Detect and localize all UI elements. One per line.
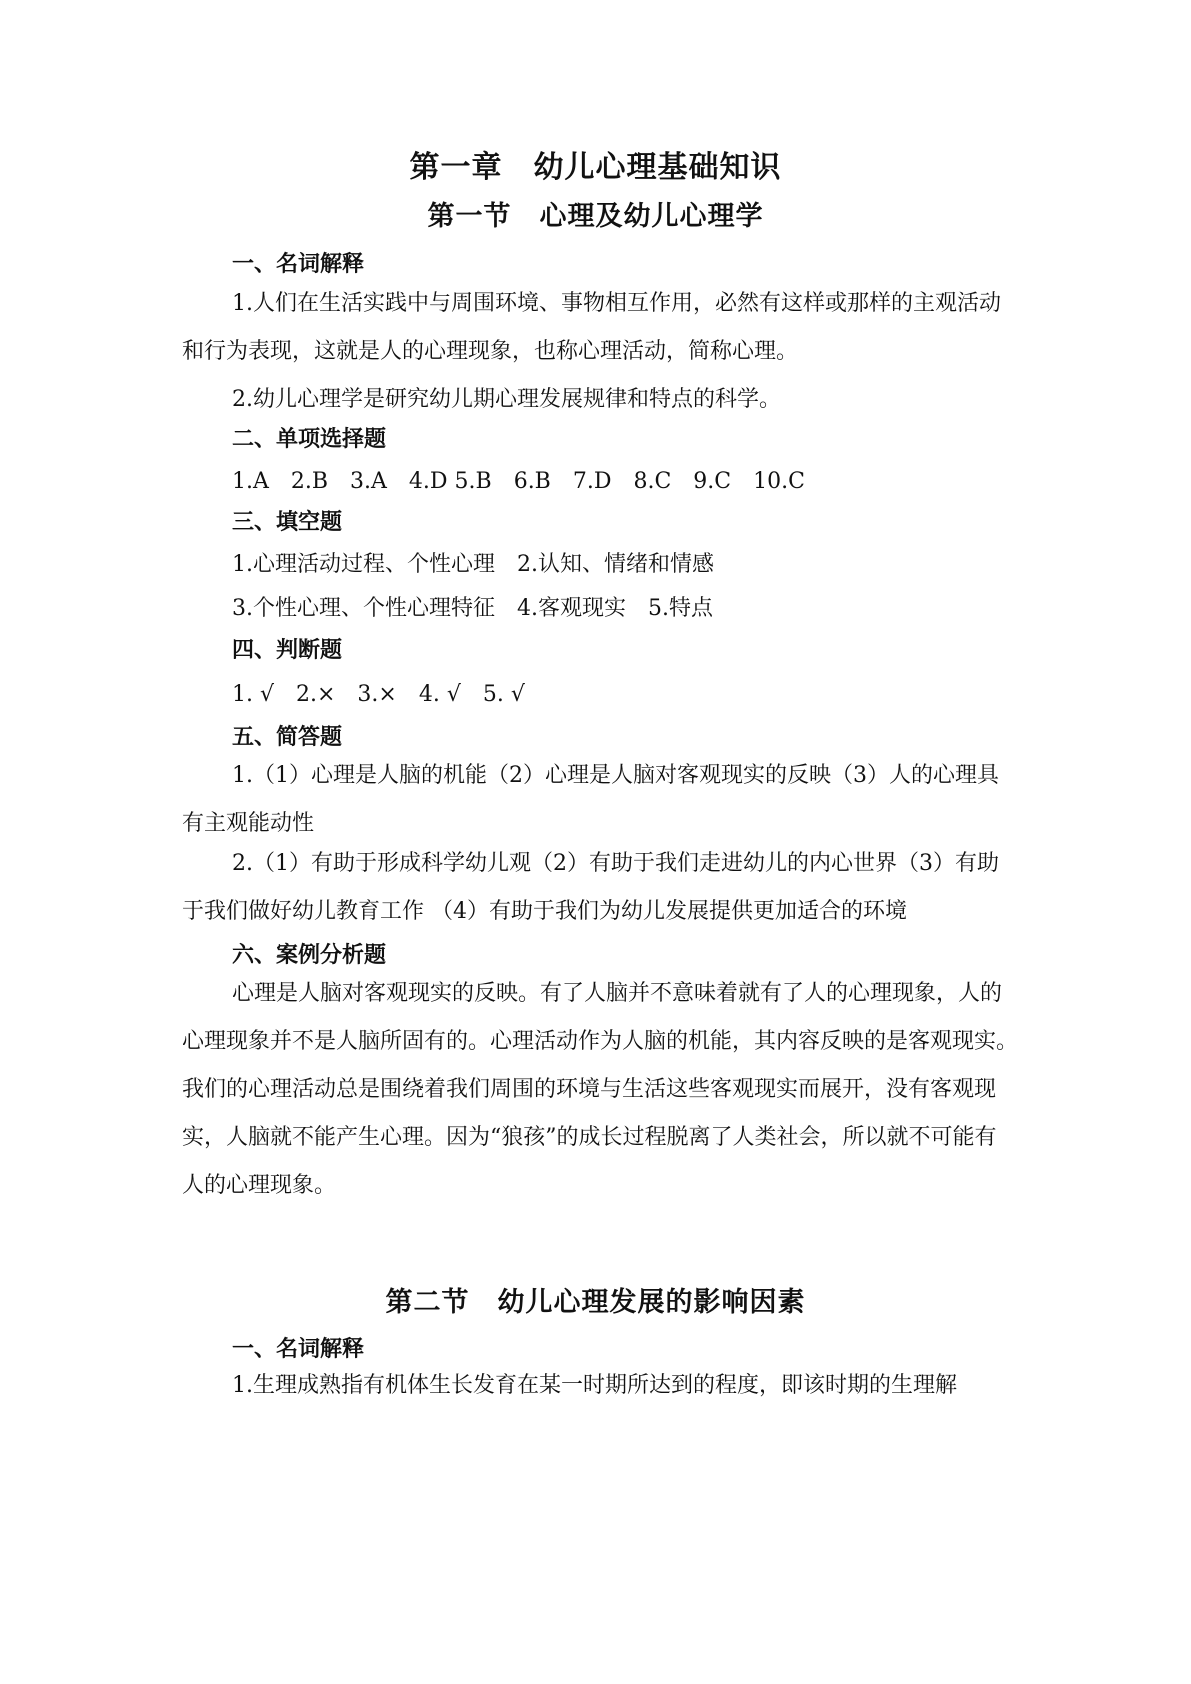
answer-line: 1.A 2.B 3.A 4.D 5.B 6.B 7.D 8.C 9.C 10.C — [232, 469, 805, 494]
paragraph: 心理是人脑对客观现实的反映。有了人脑并不意味着就有了人的心理现象，人的心理现象并不是人脑所固有的。心理活动作为人脑的机能，其内容反映的是客观现实。我们的心理活动总是围绕着我们周围的环境与生活这些客观现实而展开，没有客观现实，人脑就不能产生心理。因为“狼孩”的成长过程脱离了人类社会，所以就不可能有人的心理现象。 — [182, 981, 1019, 1198]
answer-line: 3.个性心理、个性心理特征 4.客观现实 5.特点 — [232, 596, 713, 621]
section-heading: 二、单项选择题 — [232, 427, 387, 452]
section-heading: 四、判断题 — [232, 638, 343, 663]
section-heading: 六、案例分析题 — [232, 943, 387, 968]
section-title: 第二节 幼儿心理发展的影响因素 — [385, 1287, 806, 1318]
section-title: 第一节 心理及幼儿心理学 — [427, 201, 764, 232]
answer-line: 1. √ 2.× 3.× 4. √ 5. √ — [232, 682, 525, 707]
paragraph: 1.人们在生活实践中与周围环境、事物相互作用，必然有这样或那样的主观活动和行为表现，这就是人的心理现象，也称心理活动，简称心理。 — [182, 291, 1001, 364]
section-heading: 一、名词解释 — [232, 252, 365, 277]
section-heading: 一、名词解释 — [232, 1337, 365, 1362]
paragraph: 1.生理成熟指有机体生长发育在某一时期所达到的程度，即该时期的生理解 — [232, 1373, 957, 1398]
paragraph: 1.（1）心理是人脑的机能（2）心理是人脑对客观现实的反映（3）人的心理具有主观能动性 — [182, 763, 999, 836]
chapter-title: 第一章 幼儿心理基础知识 — [409, 150, 782, 185]
paragraph: 2.幼儿心理学是研究幼儿期心理发展规律和特点的科学。 — [232, 387, 781, 412]
paragraph: 2.（1）有助于形成科学幼儿观（2）有助于我们走进幼儿的内心世界（3）有助于我们做好幼儿教育工作 （4）有助于我们为幼儿发展提供更加适合的环境 — [182, 851, 999, 924]
answer-line: 1.心理活动过程、个性心理 2.认知、情绪和情感 — [232, 552, 714, 577]
section-heading: 三、填空题 — [232, 510, 343, 535]
section-heading: 五、简答题 — [232, 725, 343, 750]
